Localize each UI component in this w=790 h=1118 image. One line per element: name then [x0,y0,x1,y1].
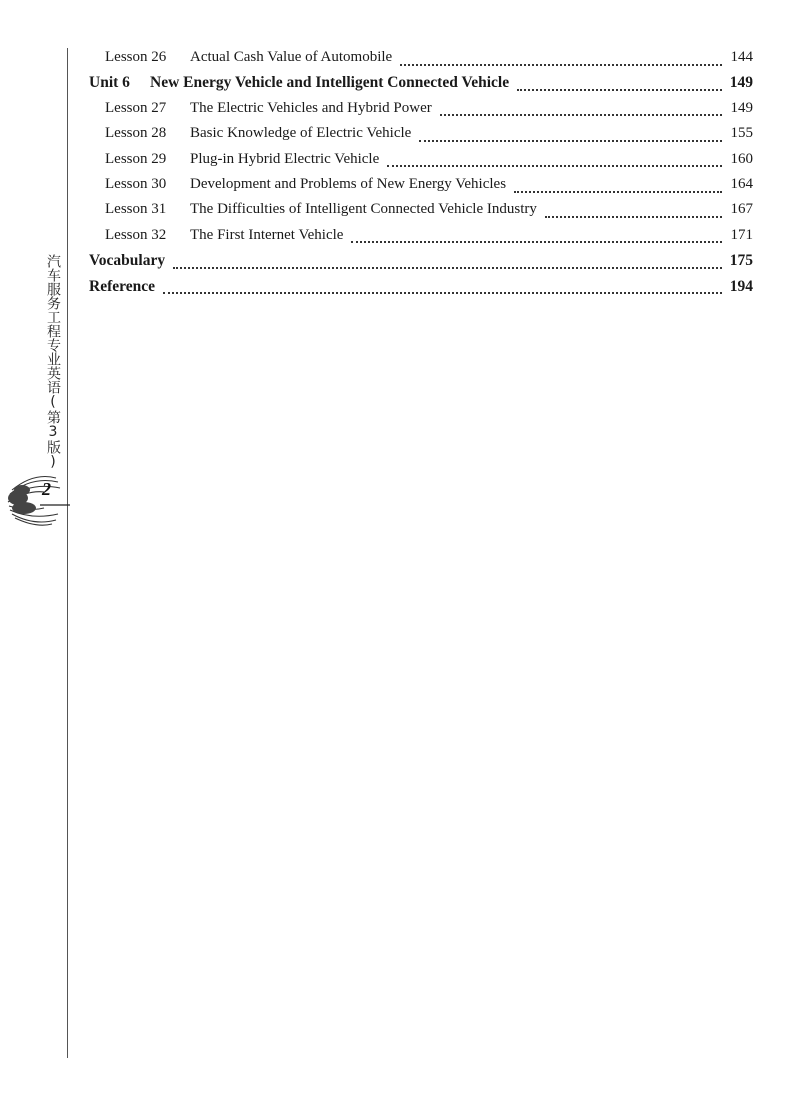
toc-entry-lesson-30 [89,176,753,201]
toc-entry-reference [89,278,753,303]
toc-entry-lesson-27 [89,100,753,125]
toc-label: Lesson 28 [105,125,167,142]
dot-leader [400,64,722,66]
toc-title: Vocabulary [89,252,166,270]
dot-leader [387,165,722,167]
toc-page: 164 [730,175,753,192]
table-of-contents [89,49,753,303]
toc-page: 149 [730,99,753,116]
toc-label: Lesson 26 [105,49,167,65]
toc-title: Plug-in Hybrid Electric Vehicle [190,150,380,167]
dot-leader [440,114,722,116]
toc-page: 149 [729,74,753,92]
dot-leader [514,191,722,193]
margin-rule [67,48,68,1058]
toc-title: Reference [89,277,155,295]
toc-label: Lesson 29 [105,150,167,167]
toc-title: Actual Cash Value of Automobile [190,49,393,65]
toc-label: Lesson 32 [105,226,167,243]
toc-title: The Difficulties of Intelligent Connected Vehicle Industry [190,201,537,218]
toc-entry-lesson-29 [89,151,753,176]
toc-page: 160 [730,150,753,167]
toc-page: 155 [730,125,753,142]
toc-entry-lesson-32 [89,227,753,252]
toc-entry-lesson-28 [89,125,753,150]
dot-leader [545,216,722,218]
toc-entry-lesson-31 [89,201,753,226]
page-badge-graphic [4,468,70,528]
toc-label: Lesson 27 [105,99,167,116]
toc-title: The First Internet Vehicle [190,226,344,243]
toc-label: Unit 6 [89,74,130,92]
toc-label: Lesson 30 [105,175,167,192]
toc-entry-vocabulary [89,252,753,277]
dot-leader [419,140,722,142]
toc-entry-unit-6 [89,74,753,99]
toc-page: 194 [729,277,753,295]
toc-entry-lesson-26 [89,49,753,74]
toc-page: 175 [729,252,753,270]
dot-leader [163,292,722,294]
toc-page: 167 [730,201,753,218]
dot-leader [517,89,722,91]
side-book-title: 汽车服务工程专业英语(第3版) [45,254,61,470]
page-number: 2 [42,479,51,499]
toc-title: Basic Knowledge of Electric Vehicle [190,125,412,142]
toc-title: New Energy Vehicle and Intelligent Connected Vehicle [150,74,510,92]
dot-leader [173,267,722,269]
toc-title: The Electric Vehicles and Hybrid Power [190,99,432,116]
toc-page: 171 [730,226,753,243]
toc-title: Development and Problems of New Energy Vehicles [190,175,507,192]
toc-page: 144 [730,49,753,65]
toc-label: Lesson 31 [105,201,167,218]
dot-leader [351,241,722,243]
